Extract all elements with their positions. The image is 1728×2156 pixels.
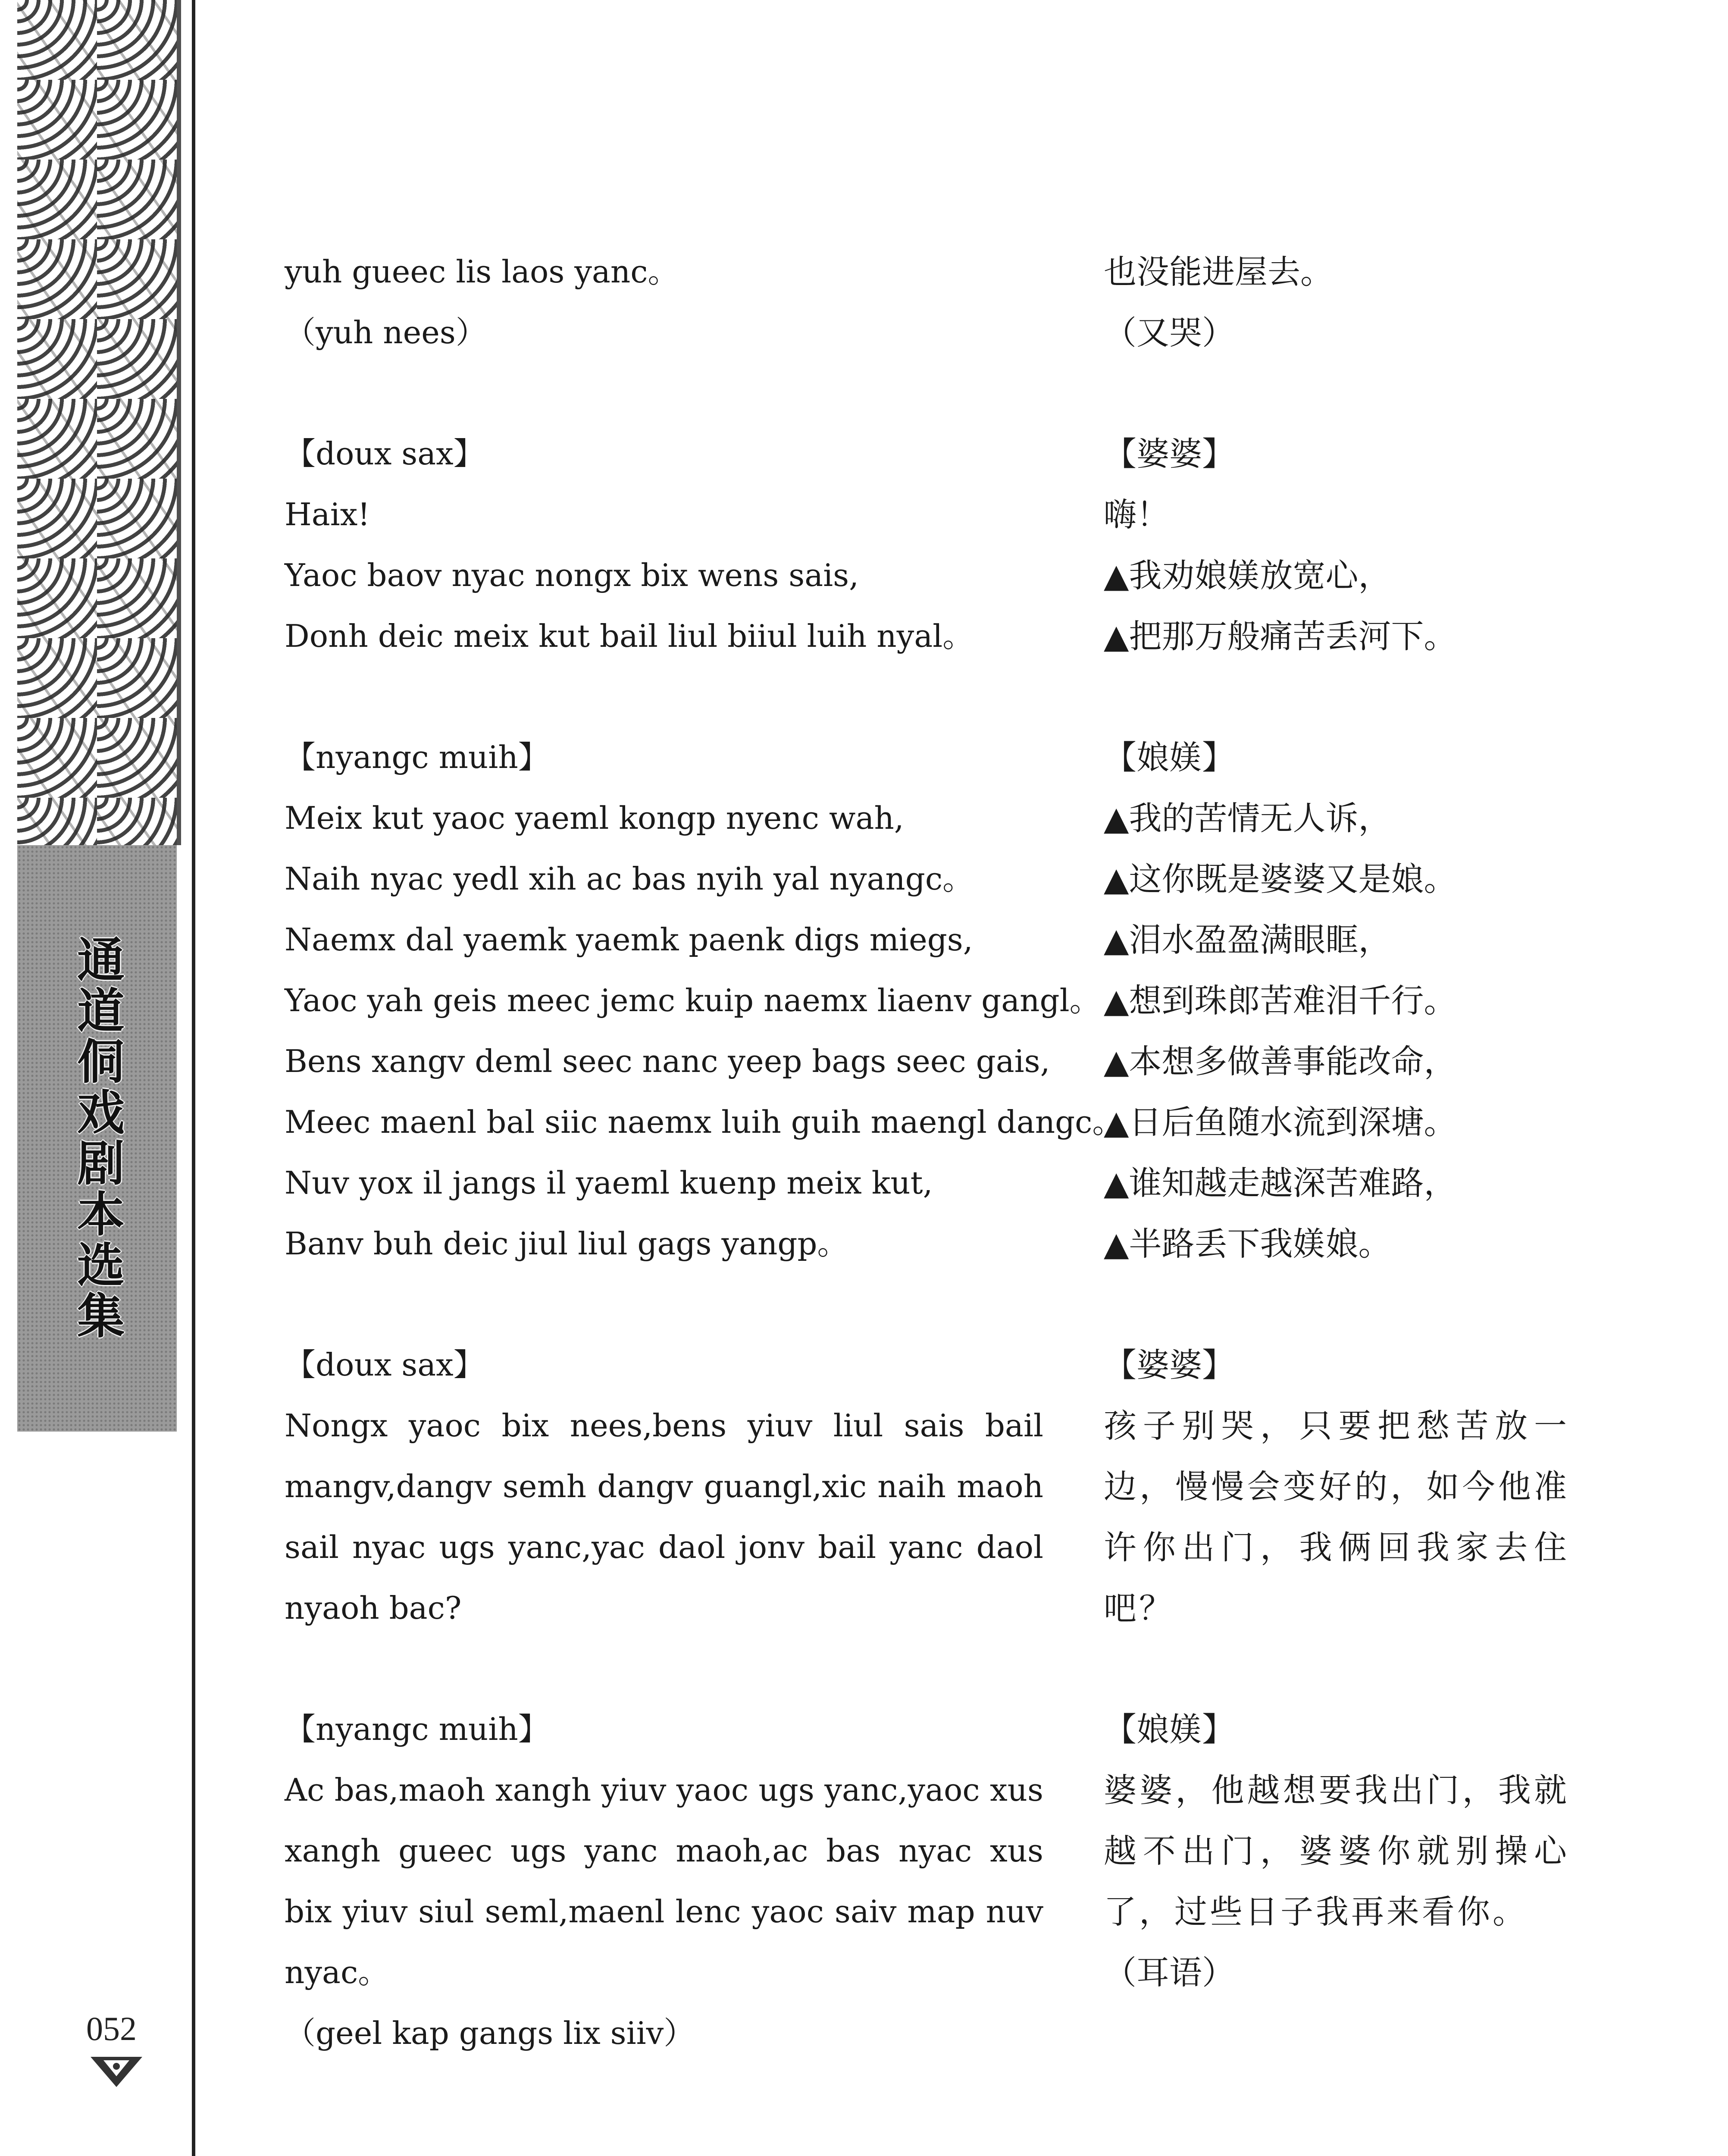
chinese-column [1104, 1335, 1569, 1639]
dong-column [285, 1335, 1043, 1639]
book-title: 通道侗戏剧本选集 [69, 935, 125, 1342]
dialogue-block [285, 1335, 1578, 1639]
chinese-line: ▲想到珠郎苦难泪千行。 [1104, 981, 1457, 1020]
dong-line: Nuv yox il jangs il yaeml kuenp meix kut, [285, 1165, 933, 1201]
chinese-line: ▲本想多做善事能改命， [1104, 1042, 1457, 1081]
page-number: 052 [86, 2010, 137, 2047]
sidebar [0, 0, 181, 2156]
speaker-label: 【doux sax】 [285, 1347, 485, 1383]
stage-direction: （耳语） [1104, 1953, 1235, 1992]
speaker-label: 【nyangc muih】 [285, 1711, 549, 1747]
stage-direction: （geel kap gangs lix siiv） [285, 2015, 695, 2051]
chinese-column [1104, 727, 1569, 1274]
dong-line: Haix! [285, 496, 370, 533]
chinese-column [1104, 423, 1569, 667]
dong-line: Naemx dal yaemk yaemk paenk digs miegs, [285, 921, 973, 958]
chinese-line: （又哭） [1104, 313, 1235, 352]
chinese-line: ▲把那万般痛苦丢河下。 [1104, 617, 1457, 655]
dong-paragraph: Nongx yaoc bix nees,bens yiuv liul sais bail mangv,dangv semh dangv guangl,xic naih maoh sail nyac ugs yanc,yac daol jonv bail yanc daol nyaoh bac? [285, 1407, 1043, 1626]
chinese-line: 也没能进屋去。 [1104, 253, 1333, 291]
speaker-label: 【doux sax】 [285, 436, 485, 472]
gutter-line [192, 0, 195, 2156]
decorative-cloud-pattern [17, 0, 181, 845]
chinese-line: 嗨！ [1104, 495, 1169, 534]
chinese-line: ▲我劝娘媄放宽心， [1104, 556, 1391, 595]
dong-line: Yaoc baov nyac nongx bix wens sais, [285, 557, 859, 593]
dong-line: yuh gueec lis laos yanc。 [285, 254, 679, 290]
dong-line: Yaoc yah geis meec jemc kuip naemx liaenv gangl。 [285, 982, 1101, 1018]
dialogue-block [285, 727, 1578, 1274]
chinese-paragraph: 孩子别哭，只要把愁苦放一边，慢慢会变好的，如今他准许你出门，我俩回我家去住吧？ [1104, 1407, 1569, 1627]
dong-column [285, 1699, 1043, 2064]
dong-column [285, 423, 1043, 667]
dialogue-block [285, 1699, 1578, 2064]
speaker-label: 【nyangc muih】 [285, 739, 549, 775]
dong-line: Donh deic meix kut bail liul biiul luih nyal。 [285, 618, 974, 654]
chinese-line: ▲我的苦情无人诉， [1104, 799, 1391, 837]
chinese-line: ▲泪水盈盈满眼眶， [1104, 921, 1391, 959]
dong-paragraph: Ac bas,maoh xangh yiuv yaoc ugs yanc,yaoc xus xangh gueec ugs yanc maoh,ac bas nyac xus bix yiuv siul seml,maenl lenc yaoc saiv map nuv nyac。 [285, 1772, 1043, 1990]
speaker-label: 【婆婆】 [1104, 435, 1235, 473]
speaker-label: 【婆婆】 [1104, 1346, 1235, 1384]
chinese-paragraph: 婆婆，他越想要我出门，我就越不出门，婆婆你就别操心了，过些日子我再来看你。 [1104, 1771, 1569, 1931]
dong-line: Meec maenl bal siic naemx luih guih maengl dangc。 [285, 1104, 1124, 1140]
chinese-line: ▲谁知越走越深苦难路， [1104, 1164, 1457, 1202]
chinese-line: ▲这你既是婆婆又是娘。 [1104, 860, 1457, 898]
dong-line: （yuh nees） [285, 314, 487, 351]
dialogue-block [285, 423, 1578, 667]
script-content [285, 241, 1578, 2124]
dialogue-block [285, 241, 1578, 363]
dong-line: Naih nyac yedl xih ac bas nyih yal nyangc。 [285, 861, 974, 897]
dong-line: Bens xangv deml seec nanc yeep bags seec gais, [285, 1043, 1050, 1079]
dong-column [285, 727, 1124, 1274]
chinese-column [1104, 1699, 1569, 2064]
dong-line: Banv buh deic jiul liul gags yangp。 [285, 1225, 848, 1262]
speaker-label: 【娘媄】 [1104, 1710, 1235, 1749]
dong-column [285, 241, 1043, 363]
title-block [17, 845, 177, 1432]
dong-line: Meix kut yaoc yaeml kongp nyenc wah, [285, 800, 904, 836]
ornament-icon [86, 2053, 147, 2091]
chinese-line: ▲半路丢下我媄娘。 [1104, 1225, 1391, 1263]
speaker-label: 【娘媄】 [1104, 738, 1235, 777]
chinese-column [1104, 241, 1569, 363]
chinese-line: ▲日后鱼随水流到深塘。 [1104, 1103, 1457, 1141]
